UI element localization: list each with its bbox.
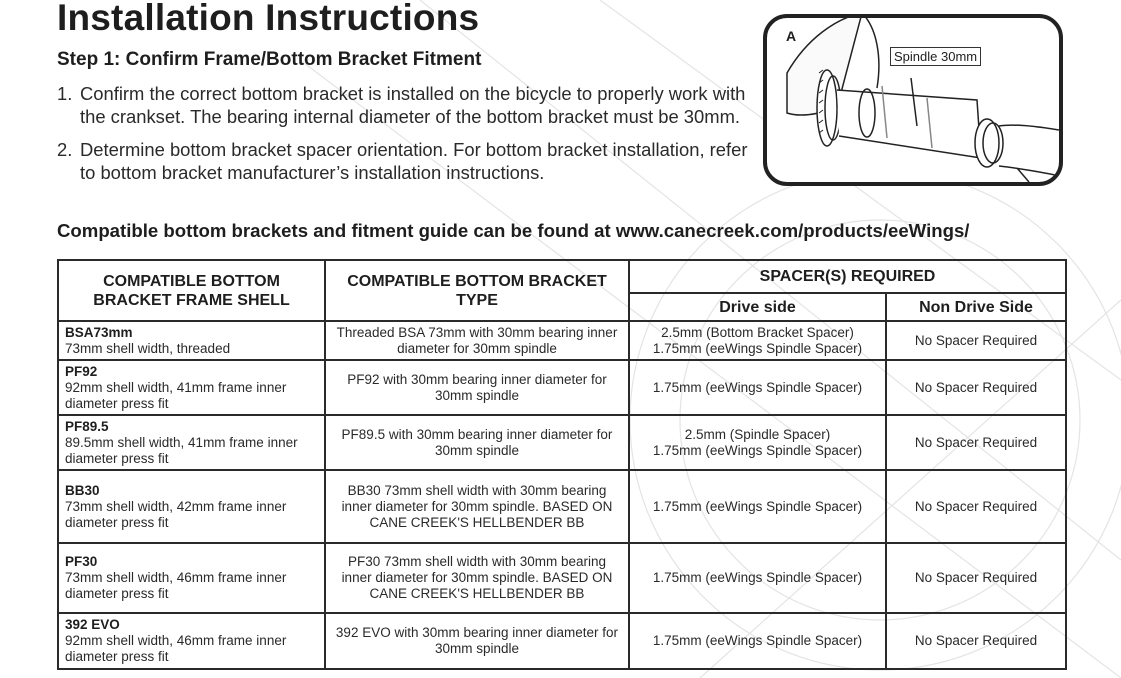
shell-description: 92mm shell width, 41mm frame inner diameter press fit bbox=[65, 379, 287, 411]
spindle-illustration bbox=[763, 14, 1063, 186]
drive-side-cell bbox=[629, 360, 886, 415]
drive-spacer-line: 1.75mm (eeWings Spindle Spacer) bbox=[652, 633, 863, 648]
non-drive-side-cell: No Spacer Required bbox=[886, 415, 1066, 470]
frame-shell-cell bbox=[58, 415, 325, 470]
compatibility-link-text: Compatible bottom brackets and fitment guide can be found at www.canecreek.com/products/eeWings/ bbox=[57, 220, 970, 241]
non-drive-side-cell: No Spacer Required bbox=[886, 470, 1066, 543]
drive-side-cell bbox=[629, 415, 886, 470]
shell-description: 92mm shell width, 46mm frame inner diameter press fit bbox=[65, 633, 287, 664]
step-item bbox=[57, 83, 757, 128]
step-text: Determine bottom bracket spacer orientation. For bottom bracket installation, refer to bottom bracket manufacturer’s installation instructions. bbox=[80, 139, 748, 183]
table-row bbox=[58, 360, 1066, 415]
shell-name: PF92 bbox=[65, 363, 98, 379]
header-frame-shell: COMPATIBLE BOTTOM BRACKET FRAME SHELL bbox=[58, 260, 325, 321]
page-title: Installation Instructions bbox=[57, 0, 480, 38]
bb-type-cell: Threaded BSA 73mm with 30mm bearing inner diameter for 30mm spindle bbox=[325, 321, 629, 360]
drive-spacer-line: 1.75mm (eeWings Spindle Spacer) bbox=[652, 442, 863, 458]
shell-name: 392 EVO bbox=[65, 617, 120, 632]
table-row bbox=[58, 613, 1066, 669]
frame-shell-cell bbox=[58, 360, 325, 415]
bb-type-cell: PF30 73mm shell width with 30mm bearing inner diameter for 30mm spindle. BASED ON CANE CREEK'S HELLBENDER BB bbox=[325, 543, 629, 613]
step-title: Step 1: Confirm Frame/Bottom Bracket Fitment bbox=[57, 49, 482, 70]
shell-name: PF30 bbox=[65, 554, 98, 569]
frame-shell-cell bbox=[58, 543, 325, 613]
header-spacers-required: SPACER(S) REQUIRED bbox=[629, 260, 1066, 293]
drive-spacer-line: 2.5mm (Bottom Bracket Spacer) bbox=[661, 324, 854, 340]
non-drive-side-cell: No Spacer Required bbox=[886, 543, 1066, 613]
bb-type-cell: PF89.5 with 30mm bearing inner diameter for 30mm spindle bbox=[325, 415, 629, 470]
shell-name: BSA73mm bbox=[65, 324, 133, 340]
step-text: Confirm the correct bottom bracket is installed on the bicycle to properly work with the crankset. The bearing internal diameter of the bottom bracket must be 30mm. bbox=[80, 83, 746, 127]
bb-type-cell: PF92 with 30mm bearing inner diameter for 30mm spindle bbox=[325, 360, 629, 415]
non-drive-side-cell: No Spacer Required bbox=[886, 321, 1066, 360]
drive-spacer-line: 1.75mm (eeWings Spindle Spacer) bbox=[652, 570, 863, 585]
step-number: 2. bbox=[57, 139, 73, 160]
shell-name: BB30 bbox=[65, 482, 100, 498]
drive-side-cell bbox=[629, 321, 886, 360]
drive-spacer-line: 1.75mm (eeWings Spindle Spacer) bbox=[652, 379, 863, 395]
table-row bbox=[58, 543, 1066, 613]
frame-shell-cell bbox=[58, 470, 325, 543]
table-row bbox=[58, 415, 1066, 470]
table-row bbox=[58, 470, 1066, 543]
step-number: 1. bbox=[57, 83, 73, 104]
drive-spacer-line: 1.75mm (eeWings Spindle Spacer) bbox=[652, 498, 863, 514]
drive-side-cell bbox=[629, 470, 886, 543]
fitment-table bbox=[57, 259, 1067, 670]
bb-type-cell: BB30 73mm shell width with 30mm bearing inner diameter for 30mm spindle. BASED ON CANE CREEK'S HELLBENDER BB bbox=[325, 470, 629, 543]
drive-side-cell bbox=[629, 613, 886, 669]
non-drive-side-cell: No Spacer Required bbox=[886, 360, 1066, 415]
drive-spacer-line: 2.5mm (Spindle Spacer) bbox=[684, 426, 831, 442]
bottom-bracket-spindle-icon bbox=[767, 18, 1059, 182]
bb-type-cell: 392 EVO with 30mm bearing inner diameter for 30mm spindle bbox=[325, 613, 629, 669]
header-drive-side: Drive side bbox=[629, 293, 886, 321]
step-item bbox=[57, 139, 757, 184]
non-drive-side-cell: No Spacer Required bbox=[886, 613, 1066, 669]
drive-side-cell bbox=[629, 543, 886, 613]
header-non-drive-side: Non Drive Side bbox=[886, 293, 1066, 321]
frame-shell-cell bbox=[58, 321, 325, 360]
shell-description: 73mm shell width, 42mm frame inner diameter press fit bbox=[65, 498, 287, 530]
shell-name: PF89.5 bbox=[65, 418, 109, 434]
shell-description: 73mm shell width, threaded bbox=[65, 340, 231, 356]
table-row bbox=[58, 321, 1066, 360]
step-list bbox=[57, 83, 757, 184]
shell-description: 73mm shell width, 46mm frame inner diameter press fit bbox=[65, 570, 287, 601]
illustration-label: A bbox=[786, 28, 797, 44]
drive-spacer-line: 1.75mm (eeWings Spindle Spacer) bbox=[652, 340, 863, 356]
shell-description: 89.5mm shell width, 41mm frame inner diameter press fit bbox=[65, 434, 298, 466]
frame-shell-cell bbox=[58, 613, 325, 669]
header-bb-type: COMPATIBLE BOTTOM BRACKET TYPE bbox=[325, 260, 629, 321]
spindle-callout: Spindle 30mm bbox=[890, 47, 981, 66]
